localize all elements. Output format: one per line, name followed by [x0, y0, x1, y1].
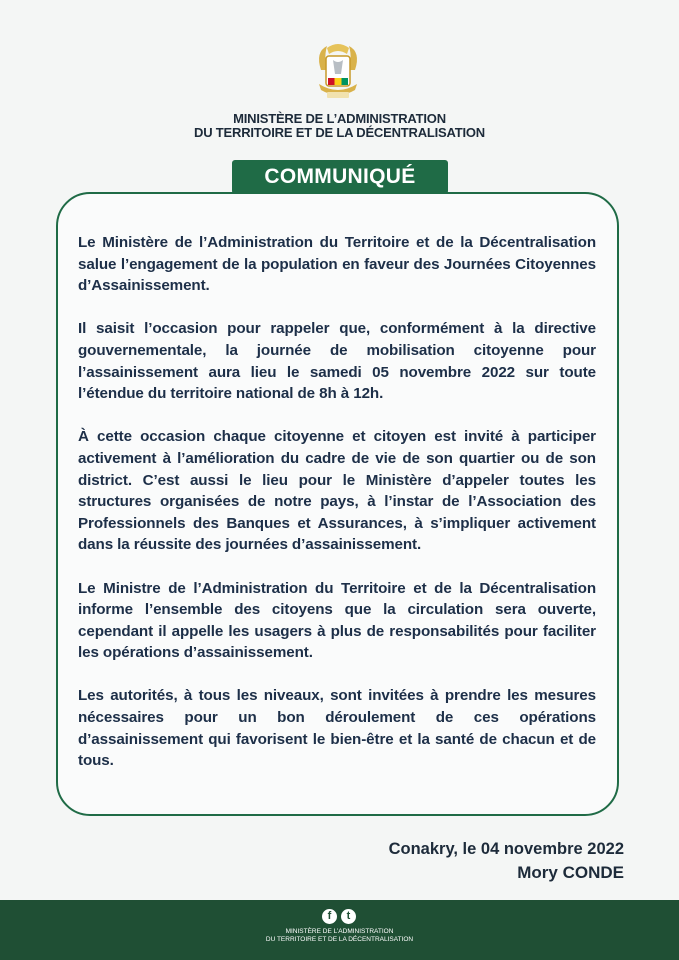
twitter-icon[interactable]: t [341, 909, 356, 924]
place-date: Conakry, le 04 novembre 2022 [388, 840, 624, 858]
coat-of-arms-emblem [307, 40, 369, 106]
communique-banner: COMMUNIQUÉ [232, 160, 448, 194]
communique-body [78, 232, 596, 793]
footer-line-1: MINISTÈRE DE L’ADMINISTRATION [285, 928, 394, 935]
ministry-title-line-2: DU TERRITOIRE ET DE LA DÉCENTRALISATION [194, 125, 485, 140]
ministry-title-line-1: MINISTÈRE DE L’ADMINISTRATION [233, 111, 446, 126]
paragraph-1: Le Ministère de l’Administration du Territoire et de la Décentralisation salue l’engagement de la population en faveur des Journées Citoyennes d’Assainissement. [78, 234, 596, 295]
ministry-title [0, 112, 679, 140]
paragraph-4: Le Ministre de l’Administration du Territoire et de la Décentralisation informe l’ensemble des citoyens que la circulation sera ouverte, cependant il appelle les usagers à plus de responsabilités pour faciliter les opérations d’assainissement. [78, 579, 596, 662]
footer-ministry [0, 928, 679, 943]
paragraph-2: Il saisit l’occasion pour rappeler que, conformément à la directive gouvernementale, la journée de mobilisation citoyenne pour l’assainissement aura lieu le samedi 05 novembre 2022 sur toute l’étendue du territoire national de 8h à 12h. [78, 320, 596, 403]
footer-line-2: DU TERRITOIRE ET DE LA DÉCENTRALISATION [265, 935, 414, 943]
signature-block [389, 838, 624, 884]
paragraph-5: Les autorités, à tous les niveaux, sont invitées à prendre les mesures nécessaires pour un bon déroulement de ces opérations d’assainissement qui favorisent le bien-être et la santé de chacun et de tous. [78, 687, 596, 770]
facebook-icon[interactable]: f [322, 909, 337, 924]
signatory-name: Mory CONDE [517, 863, 624, 882]
social-links [322, 909, 356, 925]
paragraph-3: À cette occasion chaque citoyenne et citoyen est invité à participer activement à l’amélioration du cadre de vie de son quartier ou de son district. C’est aussi le lieu pour le Ministère d’appeler toutes les structures organisées de notre pays, à l’instar de l’Association des Professionnels des Banques et Assurances, à s’impliquer activement dans la réussite des journées d’assainissement. [78, 428, 596, 554]
